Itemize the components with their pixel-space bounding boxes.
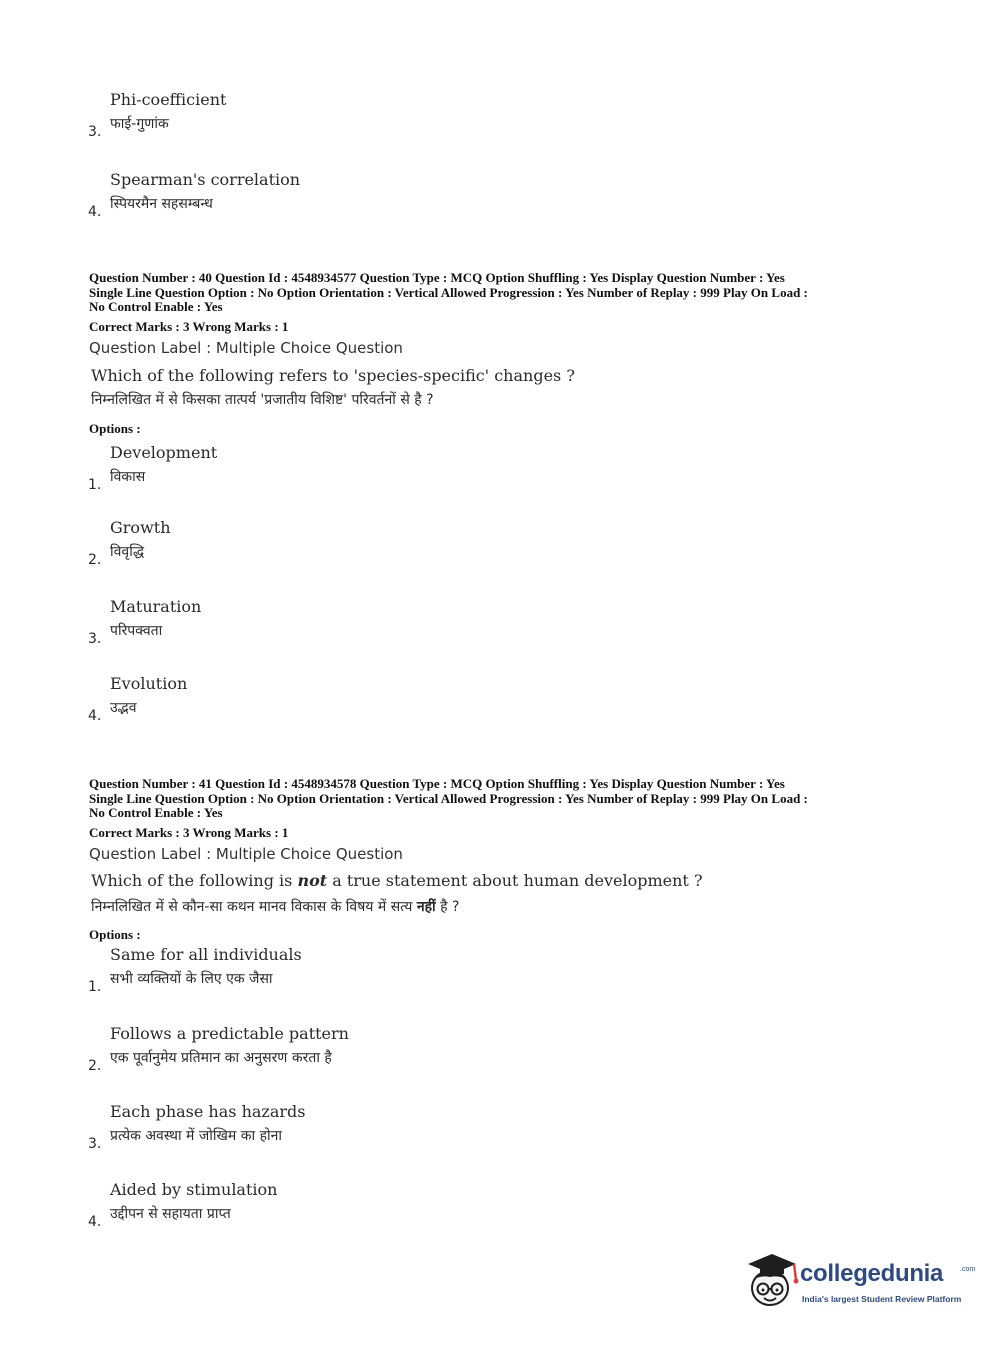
option-text-hi: परिपक्वता xyxy=(110,623,163,639)
option-number: 3. xyxy=(88,1136,102,1152)
option-text-en: Aided by stimulation xyxy=(110,1180,278,1199)
logo-tagline: India's largest Student Review Platform xyxy=(802,1294,962,1304)
mascot-icon xyxy=(742,1250,800,1312)
option-text-en: Same for all individuals xyxy=(110,945,302,964)
option-number: 1. xyxy=(88,477,102,493)
option-text-en: Spearman's correlation xyxy=(110,170,301,189)
question-41-label: Question Label : Multiple Choice Question xyxy=(89,845,403,863)
question-41-meta xyxy=(89,777,919,821)
emphasis-nahin: नहीं xyxy=(416,899,436,915)
meta-line: Single Line Question Option : No Option Orientation : Vertical Allowed Progression : Yes Number of Replay : 999 Play On Load : xyxy=(89,790,808,806)
logo-domain: .com xyxy=(960,1266,976,1273)
option-text-hi: प्रत्येक अवस्था में जोखिम का होना xyxy=(110,1128,283,1144)
text-part: a true statement about human development ? xyxy=(327,871,703,890)
meta-line: No Control Enable : Yes xyxy=(89,805,223,820)
emphasis-not: not xyxy=(297,871,328,890)
option-text-en: Maturation xyxy=(110,597,202,616)
option-text-en: Phi-coefficient xyxy=(110,90,227,109)
option-text-en: Evolution xyxy=(110,674,188,693)
option-text-hi: विवृद्धि xyxy=(110,544,145,560)
collegedunia-logo[interactable] xyxy=(742,1250,976,1312)
question-40-text-en: Which of the following refers to 'species-specific' changes ? xyxy=(91,366,575,385)
option-text-hi: सभी व्यक्तियों के लिए एक जैसा xyxy=(110,971,273,987)
meta-line: No Control Enable : Yes xyxy=(89,299,223,314)
question-41-text-hi xyxy=(91,897,459,916)
text-part: निम्नलिखित में से कौन-सा कथन मानव विकास के विषय में सत्य xyxy=(91,899,417,915)
option-number: 2. xyxy=(88,552,102,568)
option-text-hi: विकास xyxy=(110,469,146,485)
option-number: 3. xyxy=(88,124,102,140)
question-40-meta xyxy=(89,271,919,315)
text-part: Which of the following is xyxy=(91,871,298,890)
option-number: 1. xyxy=(88,979,102,995)
logo-brand: collegedunia xyxy=(800,1260,944,1287)
option-text-hi: स्पियरमैन सहसम्बन्ध xyxy=(110,196,213,212)
option-text-en: Development xyxy=(110,443,218,462)
option-number: 4. xyxy=(88,204,102,220)
question-40-label: Question Label : Multiple Choice Question xyxy=(89,339,403,357)
option-text-en: Growth xyxy=(110,518,171,537)
option-text-en: Each phase has hazards xyxy=(110,1102,306,1121)
option-number: 2. xyxy=(88,1058,102,1074)
question-41-text-en xyxy=(91,871,703,890)
text-part: है ? xyxy=(435,899,460,915)
option-text-hi: फाई-गुणांक xyxy=(110,116,169,132)
option-text-en: Follows a predictable pattern xyxy=(110,1024,349,1043)
option-text-hi: उद्दीपन से सहायता प्राप्त xyxy=(110,1206,231,1222)
question-40-options-heading: Options : xyxy=(89,421,141,436)
question-40-marks: Correct Marks : 3 Wrong Marks : 1 xyxy=(89,319,289,334)
option-number: 3. xyxy=(88,631,102,647)
meta-line: Single Line Question Option : No Option Orientation : Vertical Allowed Progression : Yes Number of Replay : 999 Play On Load : xyxy=(89,284,808,300)
question-41-options-heading: Options : xyxy=(89,927,141,942)
option-number: 4. xyxy=(88,1214,102,1230)
question-41-marks: Correct Marks : 3 Wrong Marks : 1 xyxy=(89,825,289,840)
option-text-hi: एक पूर्वानुमेय प्रतिमान का अनुसरण करता है xyxy=(110,1050,332,1066)
question-40-text-hi: निम्नलिखित में से किसका तात्पर्य 'प्रजातीय विशिष्ट' परिवर्तनों से है ? xyxy=(91,392,434,408)
option-text-hi: उद्भव xyxy=(110,700,137,716)
meta-line: Question Number : 40 Question Id : 4548934577 Question Type : MCQ Option Shuffling : Yes Display Question Number : Yes xyxy=(89,270,785,285)
option-number: 4. xyxy=(88,708,102,724)
meta-line: Question Number : 41 Question Id : 4548934578 Question Type : MCQ Option Shuffling : Yes Display Question Number : Yes xyxy=(89,776,785,791)
